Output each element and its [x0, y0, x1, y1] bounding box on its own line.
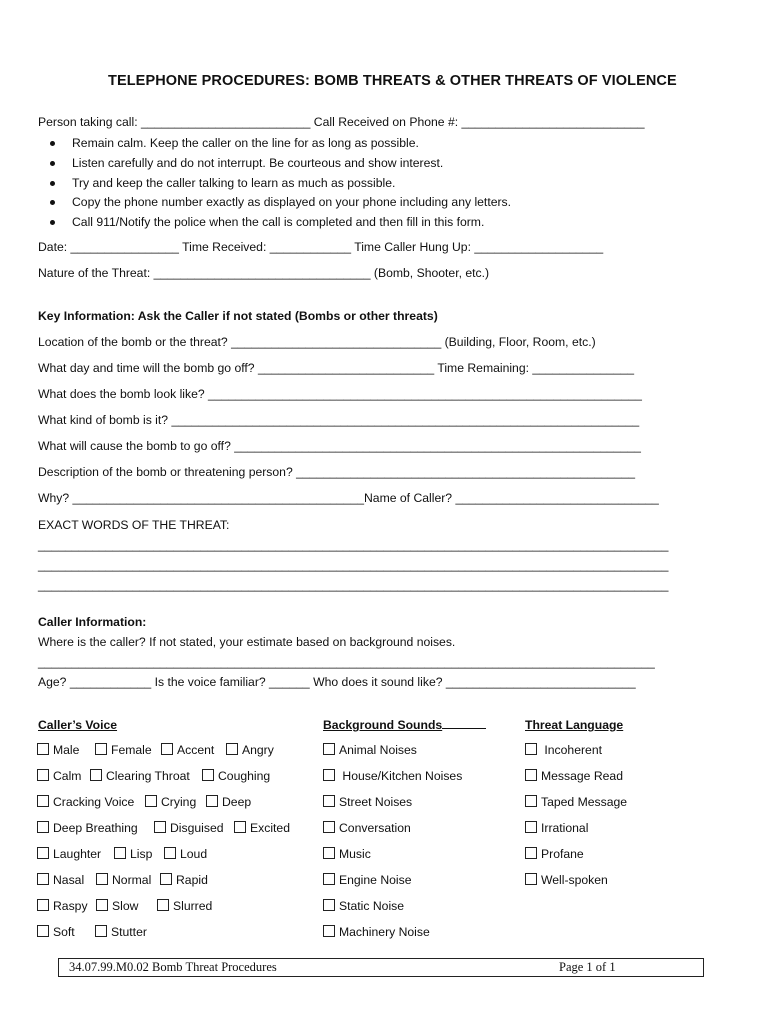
caller-location-question: Where is the caller? If not stated, your estimate based on background noises. — [38, 635, 456, 649]
checkbox-icon[interactable] — [164, 847, 176, 859]
exact-words-line: _____________________________________________________________________________________________ — [38, 578, 669, 592]
checkbox-icon[interactable] — [96, 873, 108, 885]
background-animal-noises[interactable]: Animal Noises — [323, 743, 417, 757]
language-irrational[interactable]: Irrational — [525, 821, 588, 835]
voice-disguised[interactable]: Disguised — [154, 821, 224, 835]
checkbox-icon[interactable] — [37, 769, 49, 781]
voice-crying[interactable]: Crying — [145, 795, 196, 809]
question-location: Location of the bomb or the threat? _______________________________ (Building, Floor, Room, etc.) — [38, 335, 596, 349]
voice-coughing[interactable]: Coughing — [202, 769, 270, 783]
checkbox-icon[interactable] — [323, 873, 335, 885]
checkbox-icon[interactable] — [323, 769, 335, 781]
checkbox-icon[interactable] — [95, 743, 107, 755]
checkbox-icon[interactable] — [206, 795, 218, 807]
checkbox-icon[interactable] — [114, 847, 126, 859]
voice-male[interactable]: Male — [37, 743, 79, 757]
bullet-icon — [50, 200, 55, 205]
checkbox-icon[interactable] — [37, 743, 49, 755]
caller-age-line: Age? ____________ Is the voice familiar? ______ Who does it sound like? ____________________________ — [38, 675, 636, 689]
bullet-icon — [50, 161, 55, 166]
bullet-icon — [50, 220, 55, 225]
caller-information-heading: Caller Information: — [38, 615, 147, 629]
checkbox-icon[interactable] — [95, 925, 107, 937]
voice-nasal[interactable]: Nasal — [37, 873, 84, 887]
nature-of-threat-line: Nature of the Threat: ________________________________ (Bomb, Shooter, etc.) — [38, 266, 490, 280]
voice-calm[interactable]: Calm — [37, 769, 81, 783]
person-taking-call-line: Person taking call: _________________________ Call Received on Phone #: ___________________________ — [38, 115, 645, 129]
page-title: TELEPHONE PROCEDURES: BOMB THREATS & OTHER THREATS OF VIOLENCE — [108, 73, 677, 89]
voice-slow[interactable]: Slow — [96, 899, 138, 913]
checkbox-icon[interactable] — [37, 899, 49, 911]
language-taped-message[interactable]: Taped Message — [525, 795, 627, 809]
checkbox-icon[interactable] — [525, 821, 537, 833]
instruction-item: Copy the phone number exactly as displayed on your phone including any letters. — [46, 193, 511, 213]
voice-laughter[interactable]: Laughter — [37, 847, 101, 861]
bullet-icon — [50, 141, 55, 146]
checkbox-icon[interactable] — [37, 873, 49, 885]
instruction-item: Listen carefully and do not interrupt. Be courteous and show interest. — [46, 154, 511, 174]
exact-words-label: EXACT WORDS OF THE THREAT: — [38, 518, 230, 532]
voice-deep-breathing[interactable]: Deep Breathing — [37, 821, 138, 835]
instruction-item: Try and keep the caller talking to learn as much as possible. — [46, 174, 511, 194]
checkbox-icon[interactable] — [525, 769, 537, 781]
checkbox-icon[interactable] — [525, 847, 537, 859]
checkbox-icon[interactable] — [323, 899, 335, 911]
voice-female[interactable]: Female — [95, 743, 152, 757]
date-time-line: Date: ________________ Time Received: ____________ Time Caller Hung Up: ___________________ — [38, 240, 604, 254]
checkbox-icon[interactable] — [323, 743, 335, 755]
checkbox-icon[interactable] — [226, 743, 238, 755]
voice-excited[interactable]: Excited — [234, 821, 290, 835]
checkbox-icon[interactable] — [160, 873, 172, 885]
voice-clearing-throat[interactable]: Clearing Throat — [90, 769, 190, 783]
checkbox-icon[interactable] — [37, 925, 49, 937]
question-description: Description of the bomb or threatening person? __________________________________________________ — [38, 465, 636, 479]
voice-soft[interactable]: Soft — [37, 925, 75, 939]
voice-rapid[interactable]: Rapid — [160, 873, 208, 887]
background-static-noise[interactable]: Static Noise — [323, 899, 404, 913]
footer-page-number: Page 1 of 1 — [559, 960, 616, 974]
language-message-read[interactable]: Message Read — [525, 769, 623, 783]
language-well-spoken[interactable]: Well-spoken — [525, 873, 608, 887]
question-look-like: What does the bomb look like? ________________________________________________________________ — [38, 387, 642, 401]
footer-document-id: 34.07.99.M0.02 Bomb Threat Procedures — [69, 960, 277, 974]
question-kind: What kind of bomb is it? _____________________________________________________________________ — [38, 413, 640, 427]
key-information-heading: Key Information: Ask the Caller if not stated (Bombs or other threats) — [38, 309, 438, 323]
checkbox-icon[interactable] — [323, 821, 335, 833]
bullet-icon — [50, 181, 55, 186]
voice-slurred[interactable]: Slurred — [157, 899, 212, 913]
instruction-item: Remain calm. Keep the caller on the line for as long as possible. — [46, 134, 511, 154]
checkbox-icon[interactable] — [154, 821, 166, 833]
background-engine-noise[interactable]: Engine Noise — [323, 873, 412, 887]
checkbox-icon[interactable] — [525, 743, 537, 755]
checkbox-icon[interactable] — [96, 899, 108, 911]
voice-raspy[interactable]: Raspy — [37, 899, 88, 913]
checkbox-icon[interactable] — [145, 795, 157, 807]
background-conversation[interactable]: Conversation — [323, 821, 411, 835]
voice-lisp[interactable]: Lisp — [114, 847, 152, 861]
checkbox-icon[interactable] — [525, 873, 537, 885]
voice-accent[interactable]: Accent — [161, 743, 214, 757]
background-sounds-label: Background Sounds — [323, 718, 443, 732]
question-cause: What will cause the bomb to go off? ____________________________________________________________ — [38, 439, 641, 453]
checkbox-icon[interactable] — [37, 795, 49, 807]
checkbox-icon[interactable] — [323, 847, 335, 859]
question-why-name: Why? ___________________________________________Name of Caller? ______________________________ — [38, 491, 659, 505]
voice-loud[interactable]: Loud — [164, 847, 207, 861]
language-incoherent[interactable]: Incoherent — [525, 743, 602, 757]
checkbox-icon[interactable] — [157, 899, 169, 911]
checkbox-icon[interactable] — [323, 925, 335, 937]
checkbox-icon[interactable] — [202, 769, 214, 781]
voice-deep[interactable]: Deep — [206, 795, 251, 809]
background-house-kitchen[interactable]: House/Kitchen Noises — [323, 769, 462, 783]
exact-words-line: _____________________________________________________________________________________________ — [38, 538, 669, 552]
checkbox-icon[interactable] — [234, 821, 246, 833]
page-footer — [58, 958, 704, 977]
voice-angry[interactable]: Angry — [226, 743, 274, 757]
threat-language-header: Threat Language — [525, 718, 624, 732]
callers-voice-header: Caller’s Voice — [38, 718, 118, 732]
background-sounds-header — [323, 718, 486, 732]
voice-cracking[interactable]: Cracking Voice — [37, 795, 134, 809]
instruction-item: Call 911/Notify the police when the call is completed and then fill in this form. — [46, 213, 511, 233]
background-music[interactable]: Music — [323, 847, 371, 861]
checkbox-icon[interactable] — [525, 795, 537, 807]
exact-words-line: _____________________________________________________________________________________________ — [38, 558, 669, 572]
checkbox-icon[interactable] — [37, 847, 49, 859]
caller-location-line: ___________________________________________________________________________________________ — [38, 655, 655, 669]
voice-normal[interactable]: Normal — [96, 873, 151, 887]
question-day-time: What day and time will the bomb go off? __________________________ Time Remaining: _______________ — [38, 361, 635, 375]
checkbox-icon[interactable] — [37, 821, 49, 833]
language-profane[interactable]: Profane — [525, 847, 584, 861]
voice-stutter[interactable]: Stutter — [95, 925, 147, 939]
checkbox-icon[interactable] — [90, 769, 102, 781]
checkbox-icon[interactable] — [161, 743, 173, 755]
background-street-noises[interactable]: Street Noises — [323, 795, 412, 809]
background-machinery-noise[interactable]: Machinery Noise — [323, 925, 430, 939]
instruction-list — [46, 134, 511, 233]
checkbox-icon[interactable] — [323, 795, 335, 807]
